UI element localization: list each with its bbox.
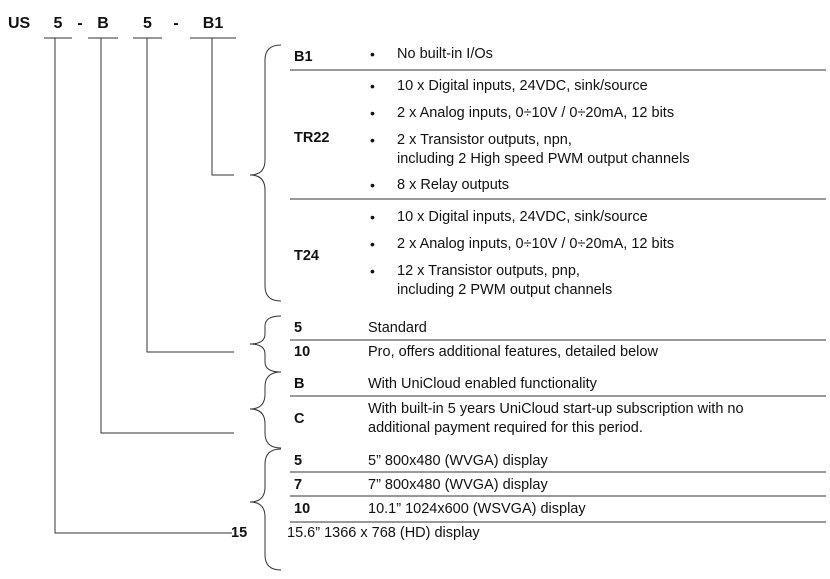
io-feature: 2 x Analog inputs, 0÷10V / 0÷20mA, 12 bits — [397, 105, 675, 121]
display-code: 10 — [294, 501, 311, 517]
leader-io — [212, 38, 234, 175]
cloud-code: B — [294, 376, 305, 392]
separator: - — [173, 15, 179, 32]
brace-display — [250, 449, 281, 570]
cloud-description: With UniCloud enabled functionality — [368, 376, 597, 392]
bullet-icon: • — [370, 132, 375, 148]
bullet-icon: • — [370, 209, 375, 225]
io-feature: 10 x Digital inputs, 24VDC, sink/source — [397, 78, 648, 94]
segment-io-code: B1 — [202, 15, 224, 32]
display-description: 15.6” 1366 x 768 (HD) display — [287, 525, 480, 541]
display-code: 5 — [294, 453, 303, 469]
feature-code: 10 — [294, 344, 311, 360]
brace-io — [250, 45, 281, 301]
feature-code: 5 — [294, 320, 303, 336]
io-feature: 2 x Transistor outputs, npn, — [397, 132, 572, 148]
cloud-description: additional payment required for this period. — [368, 420, 643, 436]
display-description: 7” 800x480 (WVGA) display — [368, 477, 548, 493]
io-code-b1: B1 — [294, 49, 313, 65]
display-code: 7 — [294, 477, 303, 493]
cloud-code: C — [294, 411, 305, 427]
bullet-icon: • — [370, 105, 375, 121]
cloud-description: With built-in 5 years UniCloud start-up subscription with no — [368, 401, 744, 417]
display-description: 5” 800x480 (WVGA) display — [368, 453, 548, 469]
brace-feature — [250, 316, 281, 372]
leader-display — [55, 38, 232, 533]
display-description: 10.1” 1024x600 (WSVGA) display — [368, 501, 586, 517]
bullet-icon: • — [370, 46, 375, 62]
bullet-icon: • — [370, 263, 375, 279]
display-code: 15 — [231, 525, 248, 541]
bullet-icon: • — [370, 177, 375, 193]
io-code-tr22: TR22 — [294, 130, 330, 146]
bullet-icon: • — [370, 78, 375, 94]
bullet-icon: • — [370, 236, 375, 252]
io-feature: 12 x Transistor outputs, pnp, — [397, 263, 580, 279]
feature-description: Standard — [368, 320, 427, 336]
brace-cloud — [250, 372, 281, 448]
leader-feature — [147, 38, 234, 352]
segment-feature-code: 5 — [143, 15, 152, 32]
io-feature: 10 x Digital inputs, 24VDC, sink/source — [397, 209, 648, 225]
segment-display-code: 5 — [53, 15, 63, 32]
io-feature: 2 x Analog inputs, 0÷10V / 0÷20mA, 12 bits — [397, 236, 675, 252]
segment-cloud-code: B — [97, 15, 109, 32]
leader-cloud — [101, 38, 234, 433]
separator: - — [77, 15, 83, 32]
io-feature: 8 x Relay outputs — [397, 177, 510, 193]
io-feature: including 2 PWM output channels — [397, 282, 613, 298]
model-prefix: US — [8, 15, 31, 32]
io-feature: No built-in I/Os — [397, 46, 493, 62]
io-feature: including 2 High speed PWM output channels — [397, 151, 690, 167]
feature-description: Pro, offers additional features, detailed below — [368, 344, 658, 360]
io-code-t24: T24 — [294, 248, 319, 264]
